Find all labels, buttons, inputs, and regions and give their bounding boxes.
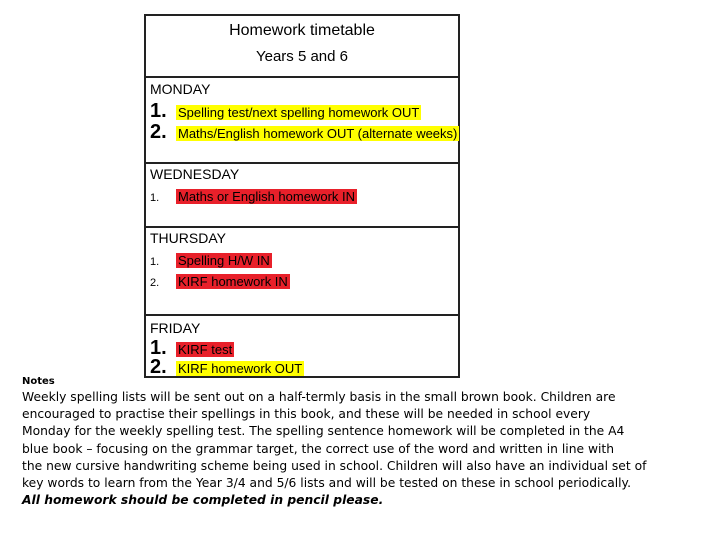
monday-section <box>146 76 458 162</box>
notes-line: Weekly spelling lists will be sent out on a half-termly basis in the small brown book. Children are <box>22 390 616 404</box>
item-text: Spelling test/next spelling homework OUT <box>178 105 420 120</box>
item-number: 1. <box>150 337 167 359</box>
friday-item-2 <box>150 356 304 379</box>
item-number: 1. <box>150 192 160 204</box>
item-text: Spelling H/W IN <box>178 253 270 268</box>
notes-line: encouraged to practise their spellings in this book, and these will be needed in school every <box>22 407 591 422</box>
notes-line: key words to learn from the Year 3/4 and 5/6 lists and will be tested on these in school periodically. <box>22 476 631 491</box>
notes-line: blue book – focusing on the grammar target, the correct use of the word and written in line with <box>22 441 615 456</box>
item-text: Maths or English homework IN <box>178 189 356 204</box>
item-text: KIRF homework IN <box>178 274 288 289</box>
monday-item-2 <box>150 121 459 144</box>
day-label-thursday: THURSDAY <box>150 230 226 246</box>
day-label-wednesday: WEDNESDAY <box>150 166 240 182</box>
notes-bold-line: All homework should be completed in pencil please. <box>22 493 384 508</box>
notes-line: the new cursive handwriting scheme being used in school. Children will also have an individual set of <box>22 458 647 473</box>
timetable-subtitle: Years 5 and 6 <box>255 48 349 65</box>
item-number: 2. <box>150 356 167 378</box>
friday-section <box>146 314 458 376</box>
notes-body <box>22 389 692 509</box>
item-number: 2. <box>150 121 167 143</box>
wednesday-section <box>146 162 458 226</box>
timetable-header <box>146 22 458 76</box>
notes-heading: Notes <box>22 376 55 387</box>
item-number: 2. <box>150 277 160 289</box>
monday-item-1 <box>150 100 421 123</box>
wednesday-item-1 <box>150 188 357 206</box>
thursday-section <box>146 226 458 314</box>
timetable-title: Homework timetable <box>229 22 375 39</box>
item-number: 1. <box>150 256 160 268</box>
item-text: Maths/English homework OUT (alternate weeks) <box>178 126 458 141</box>
homework-timetable <box>144 14 460 378</box>
item-text: KIRF test <box>178 342 233 357</box>
notes-line: Monday for the weekly spelling test. The spelling sentence homework will be completed in the A4 <box>22 424 625 439</box>
item-number: 1. <box>150 100 167 122</box>
day-label-friday: FRIDAY <box>150 320 201 336</box>
day-label-monday: MONDAY <box>150 81 211 97</box>
thursday-item-1 <box>150 252 272 270</box>
thursday-item-2 <box>150 273 290 291</box>
item-text: KIRF homework OUT <box>178 361 303 376</box>
